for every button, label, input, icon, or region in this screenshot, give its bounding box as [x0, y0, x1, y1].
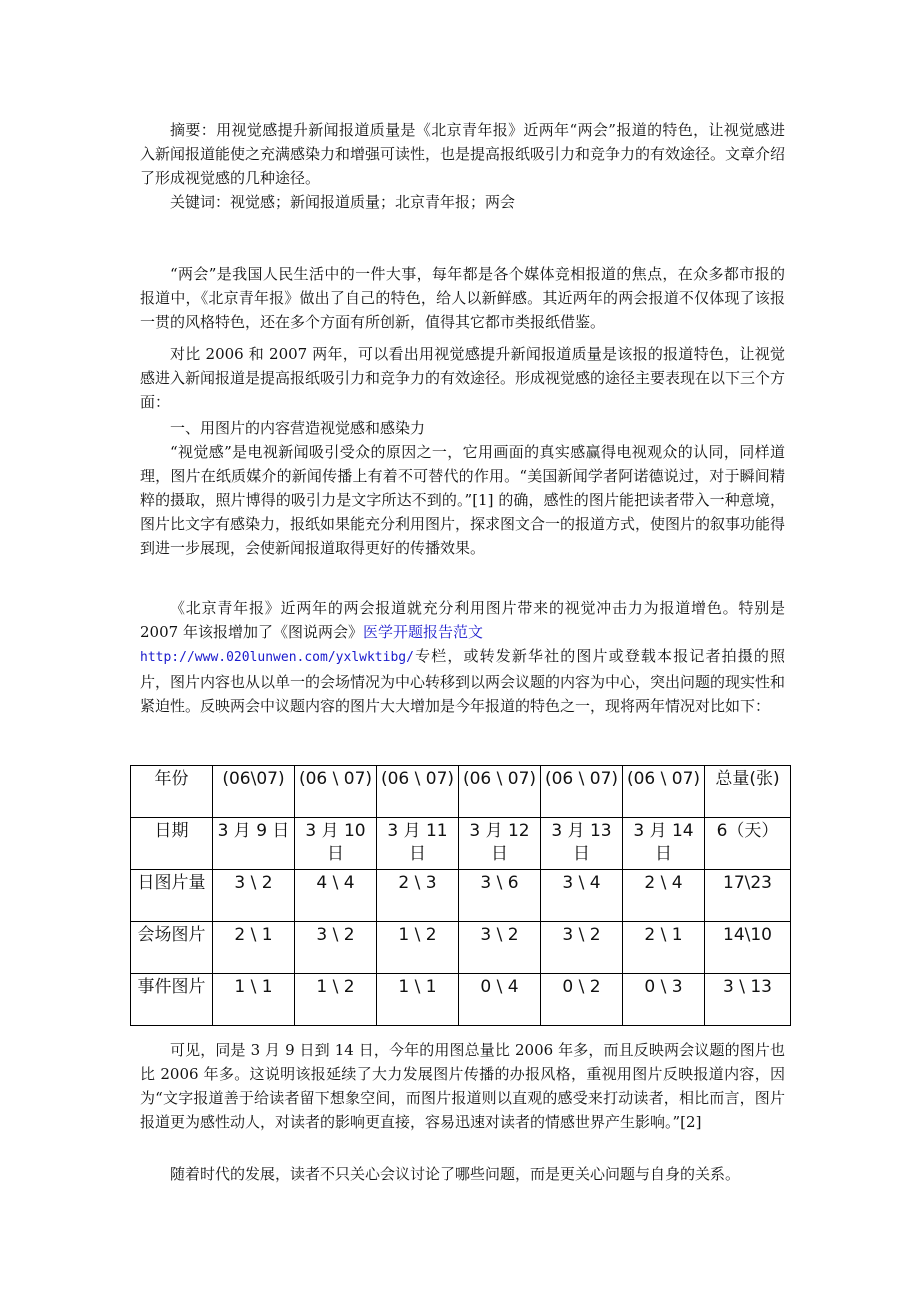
table-row: [131, 870, 791, 922]
table-cell: (06 \ 07): [541, 766, 623, 818]
paragraph-4-start: 《北京青年报》近两年的两会报道就充分利用图片带来的视觉冲击力为报道增色。特别是 2007 年该报增加了《图说两会》: [140, 599, 785, 641]
table-row-label: 年份: [131, 766, 213, 818]
table-cell: 3 \ 6: [459, 870, 541, 922]
table-cell: (06 \ 07): [623, 766, 705, 818]
table-cell: 3 月 14 日: [623, 818, 705, 870]
body-paragraph-1: “两会”是我国人民生活中的一件大事，每年都是各个媒体竞相报道的焦点，在众多都市报的报道中，《北京青年报》做出了自己的特色，给人以新鲜感。其近两年的两会报道不仅体现了该报一贯的风格特色，还在多个方面有所创新，值得其它都市类报纸借鉴。: [140, 265, 785, 331]
table-cell: 3 \ 13: [705, 974, 791, 1026]
table-row-label: 日期: [131, 818, 213, 870]
table-cell: 1 \ 2: [295, 974, 377, 1026]
essay-url-link[interactable]: http://www.020lunwen.com/yxlwktibg/: [140, 650, 414, 665]
body-paragraph-3: “视觉感”是电视新闻吸引受众的原因之一，它用画面的真实感赢得电视观众的认同，同样道理，图片在纸质媒介的新闻传播上有着不可替代的作用。“美国新闻学者阿诺德说过，对于瞬间精粹的摄取，照片博得的吸引力是文字所达不到的。”[1] 的确，感性的图片能把读者带入一种意境，图片比文字有感染力，报纸如果能充分利用图片，探求图文合一的报道方式，使图片的叙事功能得到进一步展现，会使新闻报道取得更好的传播效果。: [140, 443, 786, 557]
table-cell: 3 \ 4: [541, 870, 623, 922]
table-cell: 1 \ 2: [377, 922, 459, 974]
table-cell: 1 \ 1: [213, 974, 295, 1026]
abstract-paragraph: 摘要：用视觉感提升新闻报道质量是《北京青年报》近两年“两会”报道的特色，让视觉感进入新闻报道能使之充满感染力和增强可读性，也是提高报纸吸引力和竞争力的有效途径。文章介绍了形成视觉感的几种途径。: [140, 121, 786, 187]
table-cell: 6（天）: [705, 818, 791, 870]
table-cell: 3 月 13 日: [541, 818, 623, 870]
table-cell: 2 \ 1: [623, 922, 705, 974]
table-row: [131, 922, 791, 974]
table-row-label: 日图片量: [131, 870, 213, 922]
table-row: [131, 974, 791, 1026]
table-cell: (06 \ 07): [295, 766, 377, 818]
table-cell: 3 \ 2: [541, 922, 623, 974]
body-paragraph-2: 对比 2006 和 2007 两年，可以看出用视觉感提升新闻报道质量是该报的报道特色，让视觉感进入新闻报道是提高报纸吸引力和竞争力的有效途径。形成视觉感的途径主要表现在以下三个方面：: [140, 345, 786, 411]
table-cell: 17\23: [705, 870, 791, 922]
photo-count-table: [130, 765, 791, 1026]
table-cell: 3 月 12 日: [459, 818, 541, 870]
keywords-line: 关键词：视觉感；新闻报道质量；北京青年报；两会: [170, 193, 516, 211]
table-cell: 3 \ 2: [295, 922, 377, 974]
table-cell: 0 \ 2: [541, 974, 623, 1026]
body-paragraph-6: 随着时代的发展，读者不只关心会议讨论了哪些问题，而是更关心问题与自身的关系。: [170, 1165, 741, 1183]
table-cell: (06 \ 07): [459, 766, 541, 818]
table-cell: 2 \ 1: [213, 922, 295, 974]
table-cell: 2 \ 4: [623, 870, 705, 922]
table-cell: 0 \ 4: [459, 974, 541, 1026]
table-cell: (06 \ 07): [377, 766, 459, 818]
table-cell: 3 \ 2: [459, 922, 541, 974]
table-row-label: 会场图片: [131, 922, 213, 974]
table-cell: 3 月 11 日: [377, 818, 459, 870]
table-cell: 总量(张): [705, 766, 791, 818]
table-cell: 1 \ 1: [377, 974, 459, 1026]
table-row-label: 事件图片: [131, 974, 213, 1026]
table-row: [131, 818, 791, 870]
table-cell: 3 月 10 日: [295, 818, 377, 870]
table-cell: 3 月 9 日: [213, 818, 295, 870]
table-header-row: [131, 766, 791, 818]
section-heading-1: 一、用图片的内容营造视觉感和感染力: [170, 419, 426, 437]
table-cell: 14\10: [705, 922, 791, 974]
body-paragraph-4: [140, 596, 785, 718]
paragraph-4-end: 专栏，或转发新华社的图片或登载本报记者拍摄的照片，图片内容也从以单一的会场情况为中心转移到以两会议题的内容为中心，突出问题的现实性和紧迫性。反映两会中议题内容的图片大大增加是今年报道的特色之一，现将两年情况对比如下：: [140, 647, 786, 715]
table-cell: 0 \ 3: [623, 974, 705, 1026]
body-paragraph-5: 可见，同是 3 月 9 日到 14 日，今年的用图总量比 2006 年多，而且反映两会议题的图片也比 2006 年多。这说明该报延续了大力发展图片传播的办报风格，重视用图片反映报道内容，因为“文字报道善于给读者留下想象空间，而图片报道则以直观的感受来打动读者，相比而言，图片报道更为感性动人，对读者的影响更直接，容易迅速对读者的情感世界产生影响。”[2]: [140, 1041, 785, 1131]
table-cell: 2 \ 3: [377, 870, 459, 922]
table-cell: 3 \ 2: [213, 870, 295, 922]
table-cell: (06\07): [213, 766, 295, 818]
essay-link[interactable]: 医学开题报告范文: [362, 623, 483, 641]
table-cell: 4 \ 4: [295, 870, 377, 922]
